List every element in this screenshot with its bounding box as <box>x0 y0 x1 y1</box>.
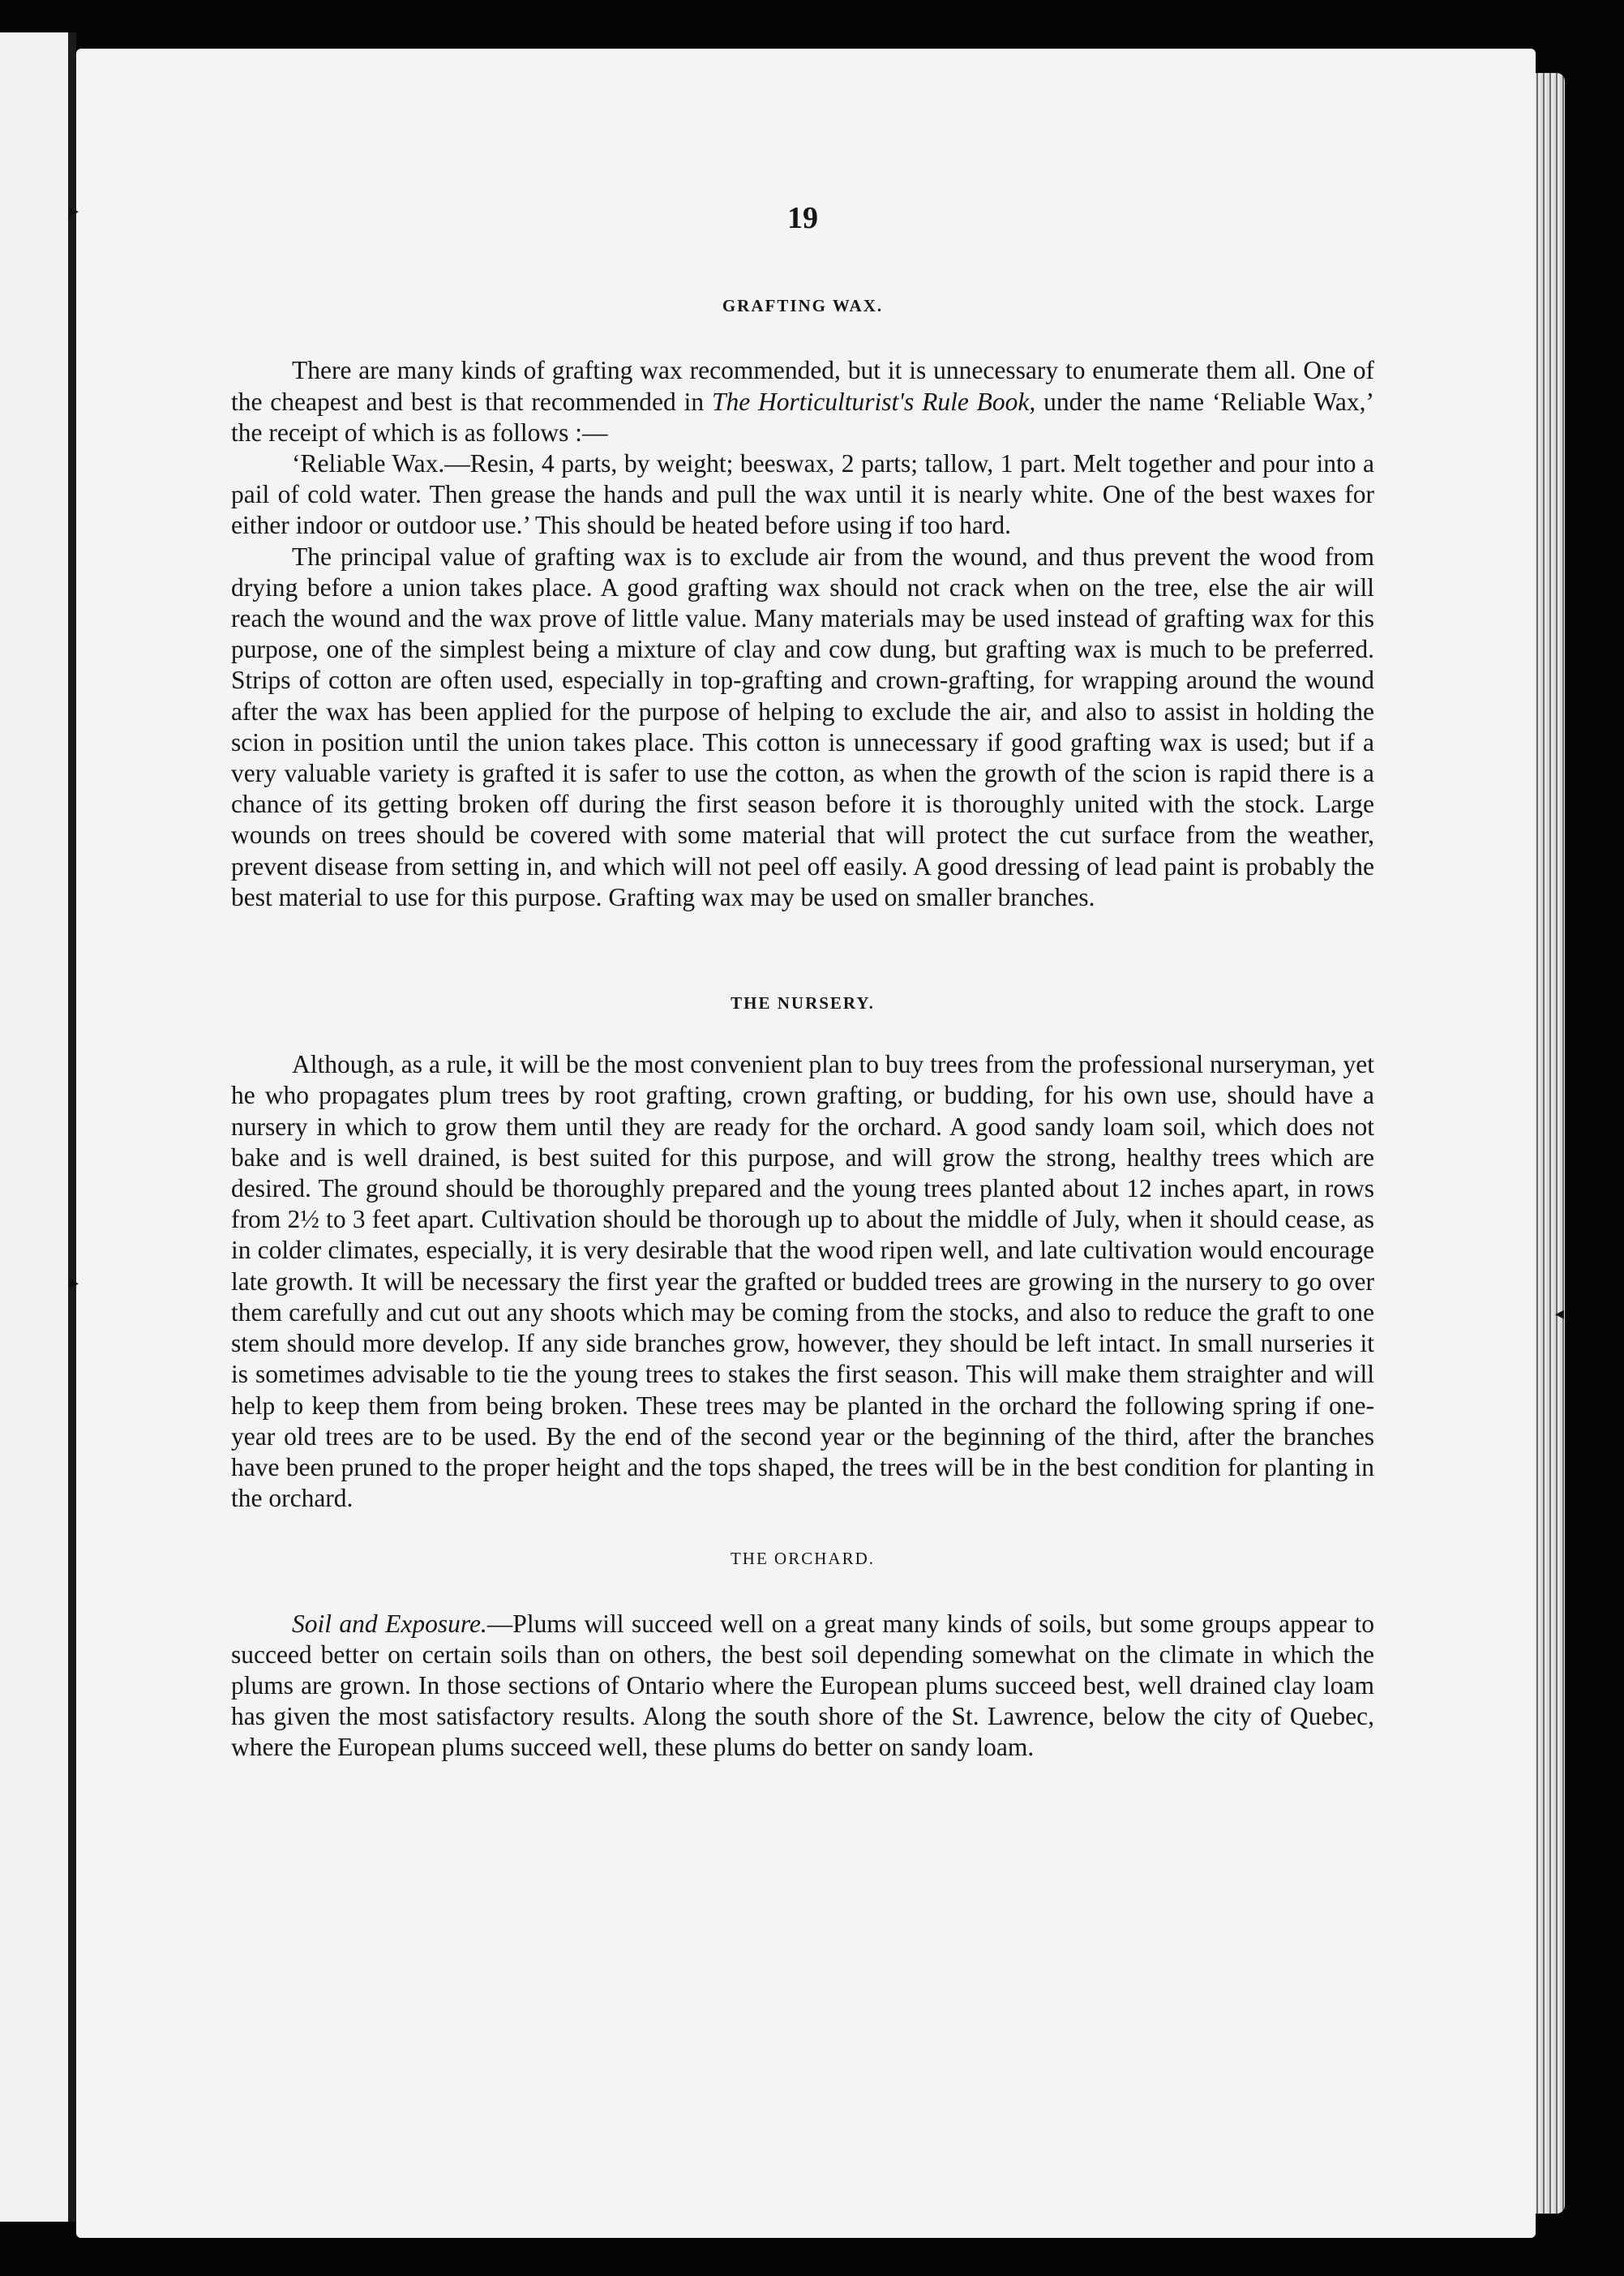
left-margin-mark-lower: ▸ <box>70 1273 79 1293</box>
paragraph-grafting-wax-value: The principal value of grafting wax is to exclude air from the wound, and thus prevent the wood from drying before a union takes place. A good grafting wax should not crack when on the tree, else the air will reach the wound and the wax prove of little value. Many materials may be used instead of grafting wax for this purpose, one of the simplest being a mixture of clay and cow dung, but grafting wax is much to be preferred. Strips of cotton are often used, especially in top-grafting and crown-grafting, for wrapping around the wound after the wax has been applied for the purpose of helping to exclude the air, and also to assist in holding the scion in position until the union takes place. This cotton is unnecessary if good grafting wax is used; but if a very valuable variety is grafted it is safer to use the cotton, as when the growth of the scion is rapid there is a chance of its getting broken off during the first season before it is thoroughly united with the stock. Large wounds on trees should be covered with some material that will protect the cut surface from the weather, prevent disease from setting in, and which will not peel off easily. A good dressing of lead paint is probably the best material to use for this purpose. Grafting wax may be used on smaller branches. <box>231 542 1374 911</box>
facing-page-edge <box>0 32 75 2222</box>
section-heading-orchard: THE ORCHARD. <box>730 1549 875 1569</box>
paragraph-soil-exposure <box>231 1609 1374 1764</box>
paragraph-grafting-wax-intro <box>231 355 1374 448</box>
text-run: under the name ‘Reliable Wax,’ the receipt of which is as follows :— <box>231 387 1375 447</box>
page-content <box>231 203 1374 1764</box>
book-gutter <box>68 32 76 2222</box>
section-heading-grafting-wax: GRAFTING WAX. <box>722 296 884 316</box>
text-run: There are many kinds of grafting wax recommended, but it is unnecessary to enumerate them all. One of the cheapest and best is that recommended in <box>231 356 1374 416</box>
text-run: —Plums will succeed well on a great many kinds of soils, but some groups appear to succeed better on certain soils than on others, the best soil depending somewhat on the climate in which the plums are grown. In those sections of Ontario where the European plums succeed best, well drained clay loam has given the most satisfactory results. Along the south shore of the St. Lawrence, below the city of Quebec, where the European plums succeed well, these plums do better on sandy loam. <box>231 1609 1374 1762</box>
section-heading-nursery: THE NURSERY. <box>731 993 875 1014</box>
run-in-heading: Soil and Exposure. <box>292 1609 487 1638</box>
paragraph-nursery: Although, as a rule, it will be the most convenient plan to buy trees from the professional nurseryman, yet he who propagates plum trees by root grafting, crown grafting, or budding, for his own use, should have a nursery in which to grow them until they are ready for the orchard. A good sandy loam soil, which does not bake and is well drained, is best suited for this purpose, and will grow the strong, healthy trees which are desired. The ground should be thoroughly prepared and the young trees planted about 12 inches apart, in rows from 2½ to 3 feet apart. Cultivation should be thorough up to about the middle of July, when it should cease, as in colder climates, especially, it is very desirable that the wood ripen well, and late cultivation would encourage late growth. It will be necessary the first year the grafted or budded trees are growing in the nursery to go over them carefully and cut out any shoots which may be coming from the stocks, and also to reduce the graft to one stem should more develop. If any side branches grow, however, they should be left intact. In small nurseries it is sometimes advisable to tie the young trees to stakes the first season. This will make them straighter and will help to keep them from being broken. These trees may be planted in the orchard the following spring if one-year old trees are to be used. By the end of the second year or the beginning of the third, after the branches have been pruned to the proper height and the tops shaped, the trees will be in the best condition for planting in the orchard. <box>231 1050 1374 1513</box>
left-margin-mark: ▸ <box>70 201 79 221</box>
paragraph-reliable-wax-recipe: ‘Reliable Wax.—Resin, 4 parts, by weight; beeswax, 2 parts; tallow, 1 part. Melt together and pour into a pail of cold water. Then grease the hands and pull the wax until it is nearly white. One of the best waxes for either indoor or outdoor use.’ This should be heated before using if too hard. <box>231 449 1374 540</box>
book-title: The Horticulturist's Rule Book, <box>711 387 1036 416</box>
right-margin-mark: ◂ <box>1555 1304 1565 1324</box>
page-number: 19 <box>787 201 818 235</box>
